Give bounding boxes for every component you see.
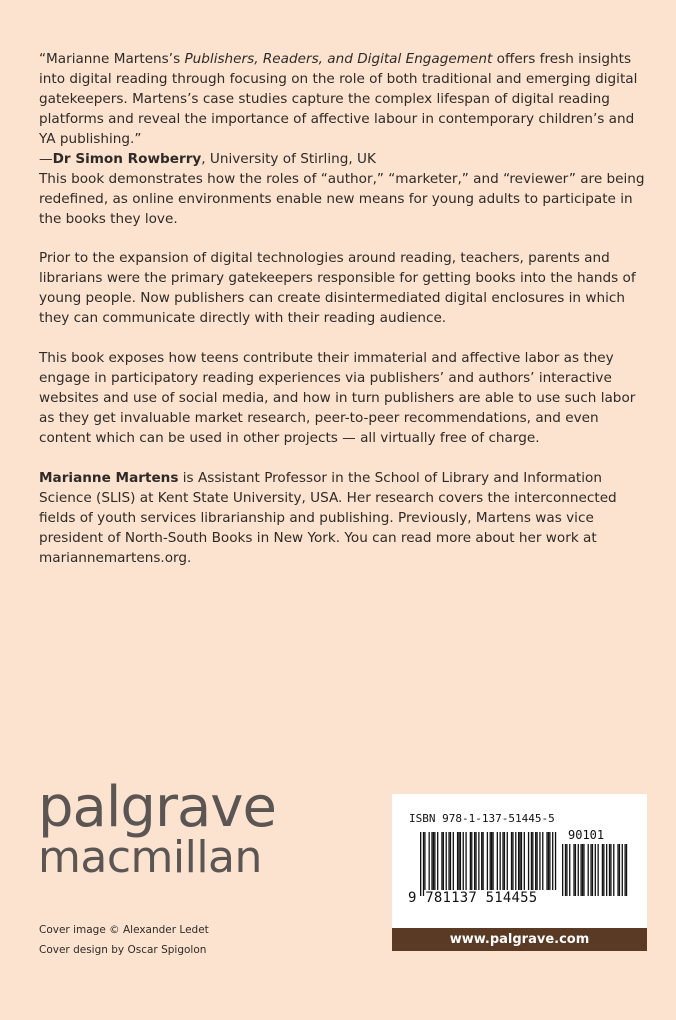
bio-text: is Assistant Professor in the School of Library and Information Science (SLIS) at Kent State University, USA. Her research covers the interconnected fields of youth services librarianship and publishing. Previously, Martens was vice president of North-South Books in New York. You can read more about her work at mariannemartens.org. xyxy=(39,470,617,566)
barcode-bar xyxy=(546,832,547,890)
addon-bar xyxy=(619,844,620,896)
barcode-bar xyxy=(481,832,482,890)
quote-affiliation: , University of Stirling, UK xyxy=(201,151,376,167)
addon-bar xyxy=(617,844,618,896)
isbn-barcode xyxy=(392,794,647,928)
author-bio xyxy=(39,468,651,568)
publisher-url: www.palgrave.com xyxy=(392,928,647,951)
addon-bar xyxy=(566,844,567,896)
barcode-bar xyxy=(519,832,520,890)
barcode-bar xyxy=(437,832,438,890)
barcode-bar xyxy=(491,832,492,890)
addon-bar xyxy=(598,844,599,896)
cover-credits xyxy=(39,920,209,960)
addon-bar xyxy=(613,844,614,896)
barcode-bar xyxy=(500,832,501,890)
addon-bar xyxy=(569,844,570,896)
barcode-bar xyxy=(460,832,461,890)
paragraph-text: Prior to the expansion of digital technologies around reading, teachers, parents and librarians were the primary gatekeepers responsible for getting books into the hands of young people. Now publishers can create disintermediated digital enclosures in which they can communicate directly with their reading audience. xyxy=(39,250,636,326)
cover-design-credit: Cover design by Oscar Spigolon xyxy=(39,944,207,956)
barcode-bar xyxy=(497,832,498,890)
addon-bar xyxy=(588,844,589,896)
addon-bar xyxy=(580,844,581,896)
description-paragraph-2 xyxy=(39,248,651,328)
barcode-bar xyxy=(518,832,519,890)
quote-dash: — xyxy=(39,151,53,167)
barcode-bar xyxy=(531,832,532,890)
barcode-bar xyxy=(429,832,430,890)
quote-text: “Marianne Martens’s xyxy=(39,51,185,67)
addon-bar xyxy=(624,844,625,896)
barcode-bar xyxy=(487,832,488,890)
barcode-bar xyxy=(458,832,459,890)
barcode-bar xyxy=(511,832,512,890)
addon-bar xyxy=(609,844,610,896)
addon-number: 90101 xyxy=(568,828,605,842)
barcode-bar xyxy=(457,832,458,890)
book-title: Publishers, Readers, and Digital Engagement xyxy=(184,51,493,67)
barcode-bar xyxy=(471,832,472,890)
addon-bar xyxy=(606,844,607,896)
description-paragraph-3 xyxy=(39,348,651,448)
barcode-bar xyxy=(552,832,553,890)
barcode-bar xyxy=(474,832,475,890)
barcode-bar xyxy=(441,832,442,890)
barcode-bar xyxy=(542,832,543,890)
barcode-bar xyxy=(532,832,533,890)
barcode-bar xyxy=(528,832,529,890)
endorsement-quote xyxy=(39,49,651,169)
barcode-bars-icon xyxy=(392,794,647,928)
logo-line-2: macmillan xyxy=(38,832,262,883)
addon-bar xyxy=(603,844,604,896)
addon-bar xyxy=(610,844,611,896)
addon-bar xyxy=(592,844,593,896)
barcode-bar xyxy=(424,832,425,890)
barcode-bar xyxy=(524,832,525,890)
barcode-bar xyxy=(463,832,464,890)
barcode-bar xyxy=(423,832,424,896)
barcode-bar xyxy=(450,832,451,890)
addon-bar xyxy=(582,844,583,896)
barcode-bar xyxy=(448,832,449,890)
barcode-bar xyxy=(465,832,466,890)
quote-author: Dr Simon Rowberry xyxy=(52,151,202,167)
barcode-bar xyxy=(420,832,421,896)
author-name: Marianne Martens xyxy=(39,470,179,486)
description-paragraph-1 xyxy=(39,169,651,229)
barcode-bar xyxy=(482,832,483,890)
barcode-bar xyxy=(431,832,432,890)
barcode-bar xyxy=(443,832,444,890)
addon-bar xyxy=(562,844,563,896)
cover-image-credit: Cover image © Alexander Ledet xyxy=(39,924,209,936)
barcode-bar xyxy=(548,832,549,890)
barcode-bar xyxy=(446,832,447,890)
barcode-bar xyxy=(539,832,540,890)
barcode-digits: 9 781137 514455 xyxy=(408,890,538,906)
paragraph-text: This book demonstrates how the roles of “author,” “marketer,” and “reviewer” are being redefined, as online environments enable new means for young adults to participate in the books they love. xyxy=(39,171,645,227)
barcode-bar xyxy=(555,832,556,890)
barcode-bar xyxy=(502,832,503,890)
barcode-bar xyxy=(515,832,516,890)
barcode-bar xyxy=(478,832,479,890)
addon-bar xyxy=(602,844,603,896)
addon-bar xyxy=(590,844,591,896)
addon-bar xyxy=(578,844,579,896)
quote-text-continued: offers fresh insights into digital reading through focusing on the role of both traditional and emerging digital gatekeepers. Martens’s case studies capture the complex lifespan of digital reading platforms and reveal the importance of affective labour in contemporary children’s and YA publishing.” xyxy=(39,51,638,147)
barcode-bar xyxy=(512,832,513,890)
logo-line-1: palgrave xyxy=(38,775,276,840)
barcode-bar xyxy=(453,832,454,890)
barcode-bar xyxy=(521,832,522,890)
publisher-logo xyxy=(38,775,276,883)
addon-bar xyxy=(626,844,627,896)
isbn-label: ISBN 978-1-137-51445-5 xyxy=(409,812,555,825)
addon-bar xyxy=(573,844,574,896)
barcode-bar xyxy=(490,832,491,890)
barcode-bar xyxy=(507,832,508,890)
paragraph-text: This book exposes how teens contribute their immaterial and affective labor as they engage in participatory reading experiences via publishers’ and authors’ interactive websites and use of social media, and how in turn publishers are able to use such labor as they get invaluable market research, peer-to-peer recommendations, and even content which can be used in other projects — all virtually free of charge. xyxy=(39,350,636,446)
barcode-bar xyxy=(433,832,434,890)
barcode-bar xyxy=(434,832,435,890)
addon-bar xyxy=(595,844,596,896)
addon-bar xyxy=(622,844,623,896)
addon-bar xyxy=(583,844,584,896)
barcode-bar xyxy=(535,832,536,890)
barcode-bar xyxy=(549,832,550,890)
barcode-bar xyxy=(475,832,476,890)
barcode-bar xyxy=(536,832,537,890)
barcode-bar xyxy=(492,832,493,890)
addon-bar xyxy=(575,844,576,896)
barcode-bar xyxy=(504,832,505,890)
addon-bar xyxy=(565,844,566,896)
barcode-bar xyxy=(470,832,471,890)
